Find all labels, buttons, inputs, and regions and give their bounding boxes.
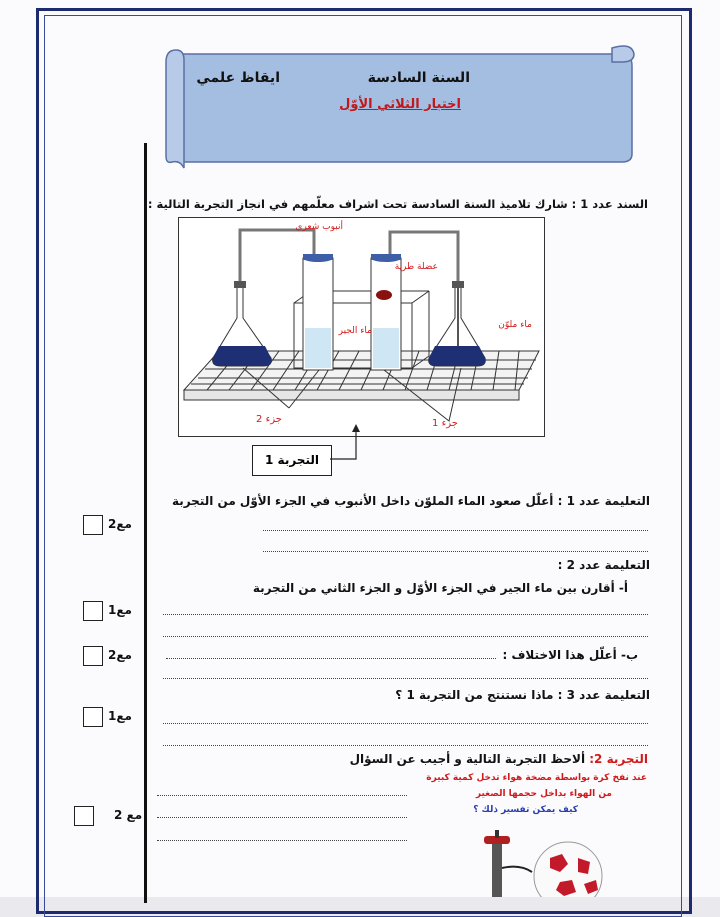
- experiment-2-question: كيف يمكن تفسير ذلك ؟: [473, 805, 578, 815]
- instruction-2a: أ- أقارن بين ماء الجير في الجزء الأوّل و الجزء الثاني من التجربة: [252, 581, 628, 595]
- criterion-label: مع2: [108, 517, 132, 531]
- experiment-1-caption: التجربة 1: [252, 445, 332, 476]
- label-capillary-tube: أنبوب شعري: [295, 222, 343, 232]
- answer-line[interactable]: [157, 817, 407, 818]
- answer-line[interactable]: [163, 678, 648, 679]
- experiment-2-text: ألاحظ التجربة التالية و أجيب عن السؤال: [349, 752, 590, 766]
- experiment-2-heading: [350, 752, 648, 766]
- answer-line[interactable]: [263, 551, 648, 552]
- grade-label: السنة السادسة: [367, 70, 470, 86]
- label-colored-water: ماء ملوّن: [498, 320, 532, 330]
- label-fresh-flesh: عضلة طرية: [394, 262, 438, 272]
- pump-and-ball-icon: [480, 828, 610, 897]
- caption-arrow-icon: [330, 424, 360, 464]
- score-box[interactable]: [83, 601, 103, 621]
- answer-line[interactable]: [263, 530, 648, 531]
- instruction-2: التعليمة عدد 2 :: [557, 558, 650, 572]
- criterion-label: مع1: [108, 603, 132, 617]
- margin-line: [144, 143, 147, 903]
- score-box[interactable]: [74, 806, 94, 826]
- answer-line[interactable]: [157, 840, 407, 841]
- answer-line[interactable]: [166, 658, 496, 659]
- experiment-2-line1: عند نفخ كرة بواسطة مضخة هواء تدخل كمية كبيرة: [426, 773, 647, 783]
- experiment-2-label: التجربة 2:: [589, 752, 648, 766]
- criterion-label: مع1: [108, 709, 132, 723]
- score-box[interactable]: [83, 707, 103, 727]
- criterion-label: مع2: [108, 648, 132, 662]
- criterion-label: مع 2: [114, 808, 143, 822]
- answer-line[interactable]: [163, 614, 648, 615]
- answer-line[interactable]: [157, 795, 407, 796]
- experiment-2-line2: من الهواء بداخل حجمها الصغير: [475, 789, 612, 799]
- score-box[interactable]: [83, 646, 103, 666]
- answer-line[interactable]: [163, 636, 648, 637]
- instruction-2b: ب- أعلّل هذا الاختلاف :: [502, 648, 638, 662]
- answer-line[interactable]: [163, 745, 648, 746]
- label-part-2: جزء 2: [256, 414, 282, 425]
- score-box[interactable]: [83, 515, 103, 535]
- instruction-3: التعليمة عدد 3 : ماذا نستنتج من التجربة 1 ؟: [395, 688, 650, 702]
- instruction-1: التعليمة عدد 1 : أعلّل صعود الماء الملوّن داخل الأنبوب في الجزء الأوّل من التجربة: [171, 494, 650, 508]
- label-part-1: جزء 1: [432, 418, 458, 429]
- answer-line[interactable]: [163, 723, 648, 724]
- test-title: اختبار الثلاثي الأوّل: [339, 97, 461, 112]
- label-lime-water: ماء الجير: [338, 326, 372, 336]
- sanad-1-text: السند عدد 1 : شارك تلاميذ السنة السادسة تحت اشراف معلّمهم في انجاز التجربة التالية :: [147, 197, 648, 211]
- subject-label: ايقاظ علمي: [196, 70, 280, 86]
